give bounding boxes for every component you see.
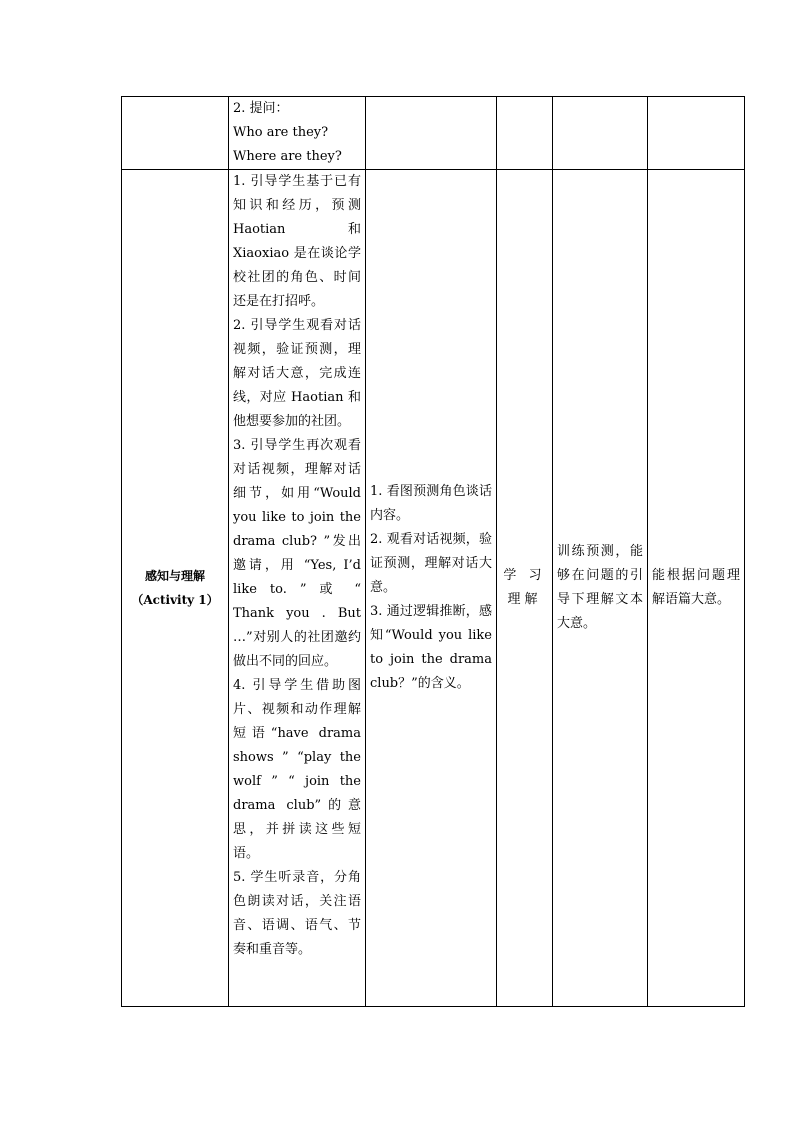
teacher-activity-cell — [229, 97, 366, 170]
student-item: 1. 看图预测角色谈话内容。 — [370, 484, 492, 523]
teacher-item: 4. 引导学生借助图片、视频和动作理解短语“have drama shows ” “play the wolf ” “ join the drama club”的意思，并拼读这些短语。 — [233, 678, 361, 861]
phase-cell — [122, 170, 229, 1007]
intent-cell — [553, 97, 648, 170]
method-cell — [497, 170, 553, 1007]
teacher-item: 2. 引导学生观看对话视频，验证预测，理解对话大意，完成连线，对应 Haotian 和他想要参加的社团。 — [233, 318, 361, 429]
teacher-item: 3. 引导学生再次观看对话视频，理解对话细节，如用“Would you like to join the drama club? ”发出邀请，用 “Yes, I’d like to. ” 或 “ Thank you . But …”对别人的社团邀约做出不同的回应。 — [233, 438, 361, 669]
intent-cell: 训练预测，能够在问题的引导下理解文本大意。 — [553, 170, 648, 1007]
teacher-line: 2. 提问： — [233, 101, 289, 116]
teacher-item: 5. 学生听录音，分角色朗读对话，关注语音、语调、语气、节奏和重音等。 — [233, 870, 361, 957]
teacher-line: Who are they? — [233, 125, 329, 140]
assessment-cell: 能根据问题理解语篇大意。 — [648, 170, 745, 1007]
table-row — [122, 170, 745, 1007]
student-activity-cell — [366, 97, 497, 170]
phase-cell — [122, 97, 229, 170]
table-row — [122, 97, 745, 170]
phase-activity: （Activity 1） — [131, 593, 219, 607]
teacher-item: 1. 引导学生基于已有知识和经历，预测 Haotian 和 Xiaoxiao 是在谈论学校社团的角色、时间还是在打招呼。 — [233, 174, 361, 309]
student-activity-cell — [366, 170, 497, 1007]
teacher-activity-cell — [229, 170, 366, 1007]
student-item: 2. 观看对话视频，验证预测，理解对话大意。 — [370, 532, 492, 595]
teacher-line: Where are they? — [233, 149, 342, 164]
assessment-cell — [648, 97, 745, 170]
method-line: 理解 — [507, 592, 542, 607]
lesson-plan-table — [121, 96, 745, 1007]
method-cell — [497, 97, 553, 170]
method-line: 学 习 — [503, 568, 546, 583]
student-item: 3. 通过逻辑推断，感知“Would you like to join the drama club？”的含义。 — [370, 604, 492, 691]
phase-title: 感知与理解 — [144, 569, 205, 583]
